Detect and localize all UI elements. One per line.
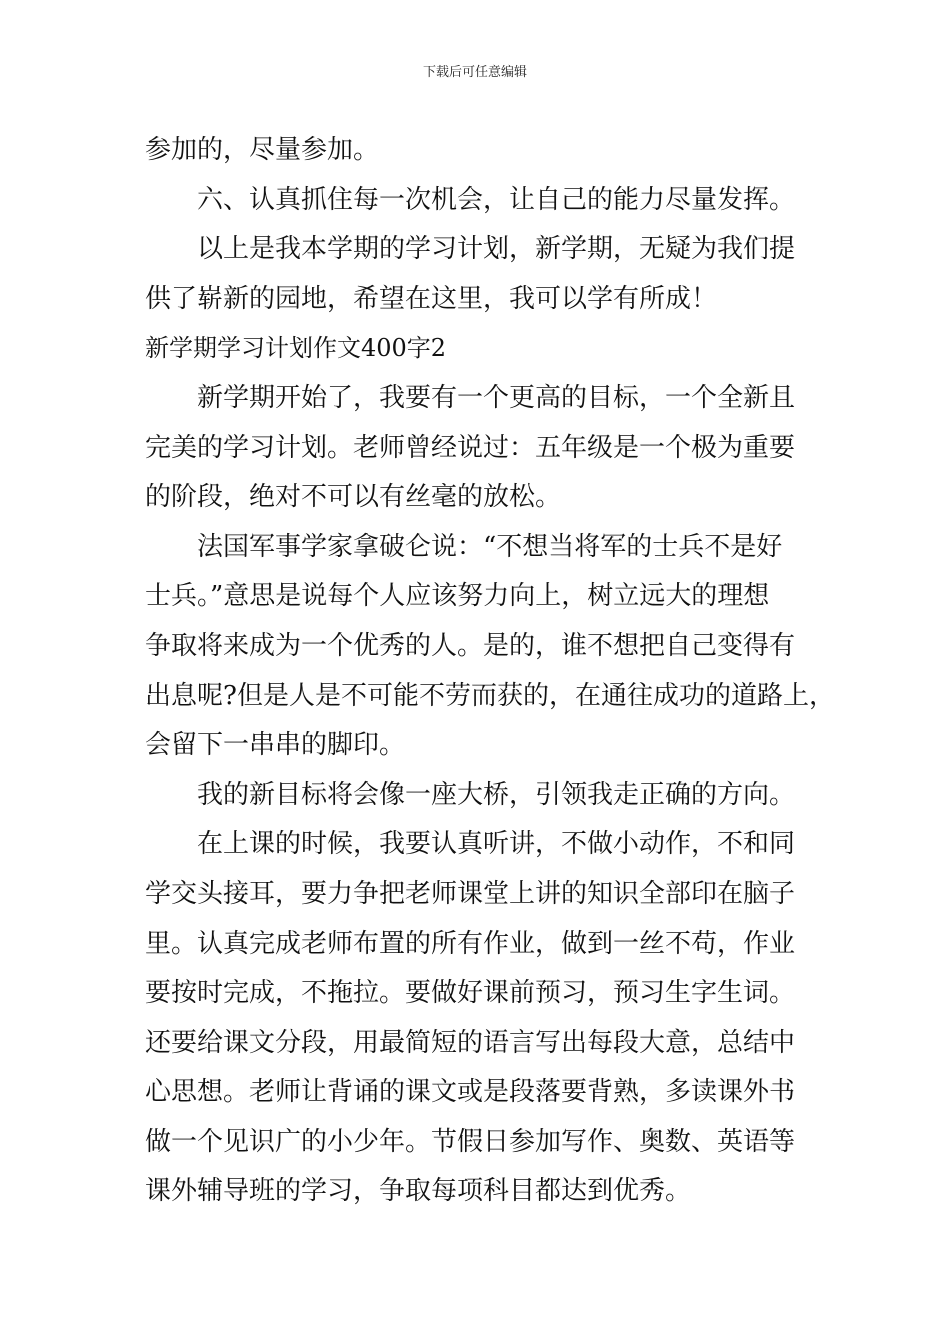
text-line: 心思想。老师让背诵的课文或是段落要背熟，多读课外书 bbox=[145, 1077, 796, 1108]
document-body bbox=[145, 126, 835, 1217]
text-line: 参加的，尽量参加。 bbox=[145, 135, 380, 165]
text-line: 出息呢?但是人是不可能不劳而获的，在通往成功的道路上， bbox=[145, 680, 835, 711]
section-heading: 新学期学习计划作文400字2 bbox=[145, 334, 447, 363]
page-header-note: 下载后可任意编辑 bbox=[422, 65, 527, 80]
text-line: 的阶段，绝对不可以有丝毫的放松。 bbox=[145, 482, 562, 513]
text-line: 还要给课文分段，用最简短的语言写出每段大意，总结中 bbox=[145, 1027, 796, 1058]
text-line: 课外辅导班的学习，争取每项科目都达到优秀。 bbox=[145, 1176, 692, 1207]
text-line: 完美的学习计划。老师曾经说过：五年级是一个极为重要 bbox=[145, 432, 796, 463]
text-line: 在上课的时候，我要认真听讲，不做小动作，不和同 bbox=[197, 829, 796, 860]
text-line: 法国军事学家拿破仑说：“不想当将军的士兵不是好 bbox=[197, 531, 783, 562]
text-line: 要按时完成，不拖拉。要做好课前预习，预习生字生词。 bbox=[145, 978, 796, 1009]
text-line: 以上是我本学期的学习计划，新学期，无疑为我们提 bbox=[197, 234, 796, 265]
text-line: 做一个见识广的小少年。节假日参加写作、奥数、英语等 bbox=[145, 1126, 796, 1157]
text-line: 会留下一串串的脚印。 bbox=[145, 730, 406, 761]
text-line: 争取将来成为一个优秀的人。是的，谁不想把自己变得有 bbox=[145, 630, 796, 661]
text-line: 里。认真完成老师布置的所有作业，做到一丝不苟，作业 bbox=[145, 928, 796, 959]
text-line: 士兵。”意思是说每个人应该努力向上，树立远大的理想 bbox=[145, 581, 770, 612]
text-line: 我的新目标将会像一座大桥，引领我走正确的方向。 bbox=[197, 779, 796, 810]
text-line: 学交头接耳，要力争把老师课堂上讲的知识全部印在脑子 bbox=[145, 878, 796, 909]
text-line: 六、认真抓住每一次机会，让自己的能力尽量发挥。 bbox=[197, 184, 796, 215]
text-line: 供了崭新的园地，希望在这里，我可以学有所成！ bbox=[145, 283, 718, 314]
text-line: 新学期开始了，我要有一个更高的目标，一个全新且 bbox=[197, 382, 796, 413]
